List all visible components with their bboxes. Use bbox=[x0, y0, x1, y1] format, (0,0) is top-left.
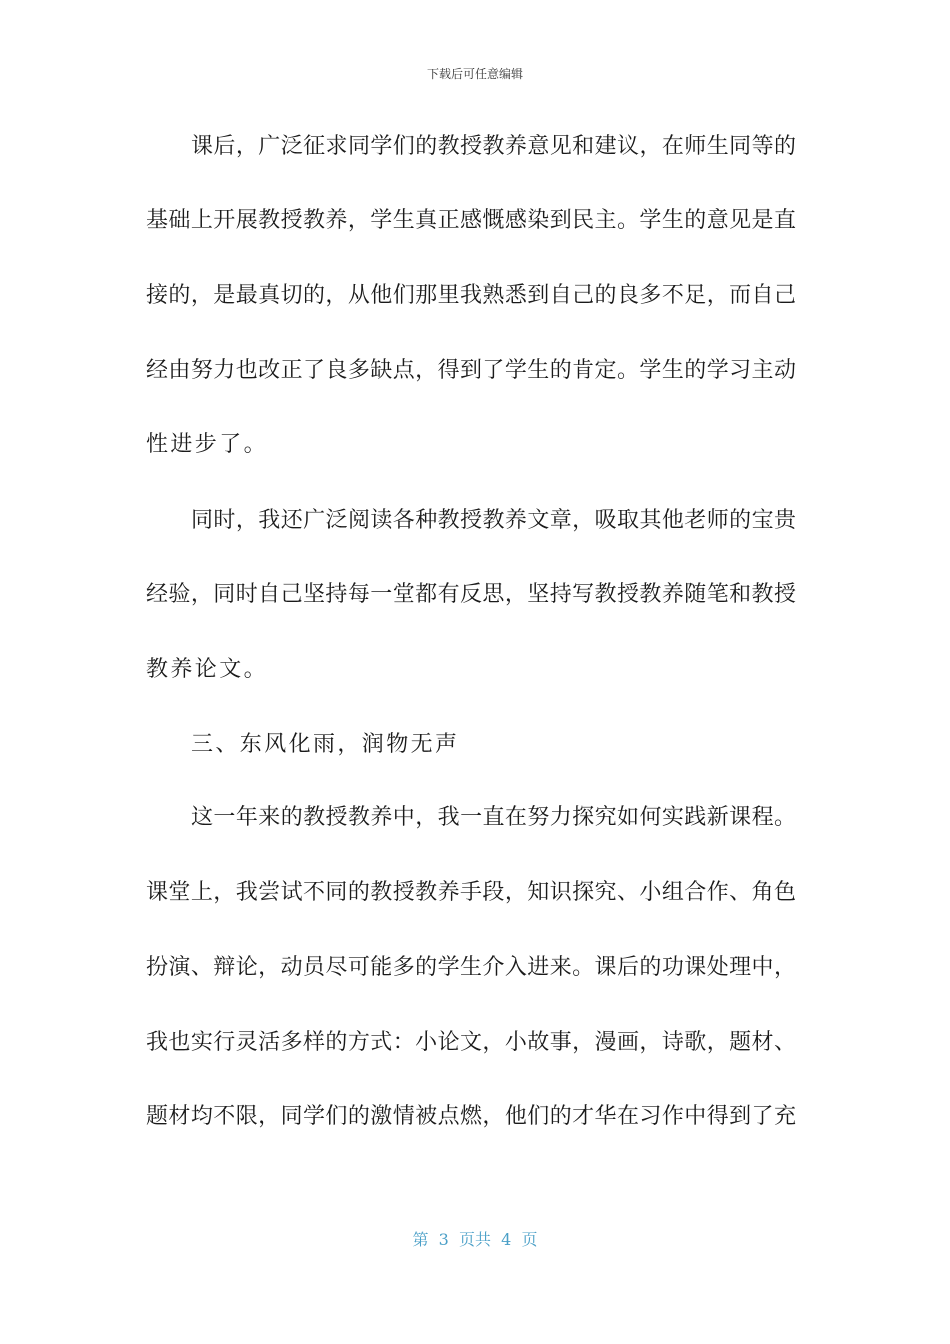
page-header: 下载后可任意编辑 bbox=[426, 67, 523, 81]
body-text-line: 性进步了。 bbox=[146, 432, 269, 457]
body-text-line: 这一年来的教授教养中，我一直在努力探究如何实践新课程。 bbox=[191, 805, 796, 830]
section-heading: 三、东风化雨，润物无声 bbox=[191, 732, 460, 757]
body-text-line: 题材均不限，同学们的激情被点燃，他们的才华在习作中得到了充 bbox=[146, 1104, 796, 1129]
body-text-line: 经验，同时自己坚持每一堂都有反思，坚持写教授教养随笔和教授 bbox=[146, 582, 796, 607]
body-text-line: 接的，是最真切的，从他们那里我熟悉到自己的良多不足，而自己 bbox=[146, 283, 796, 308]
page-number-footer: 第 3 页共 4 页 bbox=[412, 1230, 538, 1249]
body-text-line: 经由努力也改正了良多缺点，得到了学生的肯定。学生的学习主动 bbox=[146, 358, 796, 383]
body-text-line: 同时，我还广泛阅读各种教授教养文章，吸取其他老师的宝贵 bbox=[191, 508, 796, 533]
body-text-line: 我也实行灵活多样的方式：小论文，小故事，漫画，诗歌，题材、 bbox=[146, 1030, 796, 1055]
body-text-line: 扮演、辩论，动员尽可能多的学生介入进来。课后的功课处理中， bbox=[146, 955, 796, 980]
body-text-line: 课堂上，我尝试不同的教授教养手段，知识探究、小组合作、角色 bbox=[146, 880, 796, 905]
body-text-line: 基础上开展教授教养，学生真正感慨感染到民主。学生的意见是直 bbox=[146, 208, 796, 233]
body-text-line: 课后，广泛征求同学们的教授教养意见和建议，在师生同等的 bbox=[191, 134, 796, 159]
body-text-line: 教养论文。 bbox=[146, 657, 269, 682]
